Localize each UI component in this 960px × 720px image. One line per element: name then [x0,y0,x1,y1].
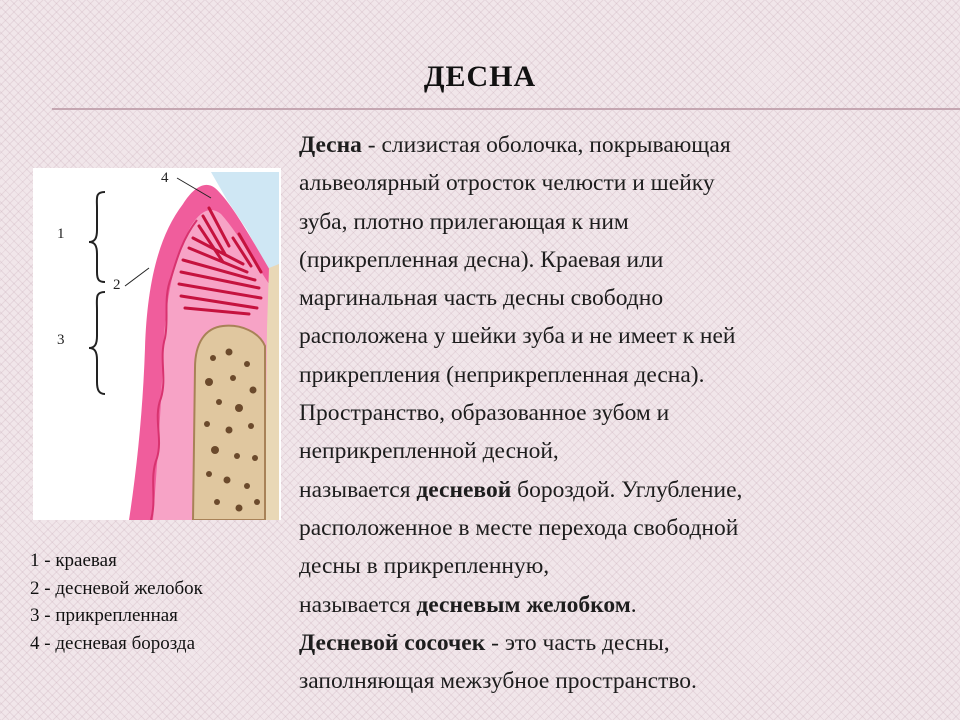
text-span: называется [299,591,417,618]
text-line: альвеолярный отросток челюсти и шейку [299,170,715,197]
figure-label-1: 1 [57,226,65,242]
pointer-line-2 [125,268,149,286]
text-line: (прикрепленная десна). Краевая или [299,246,664,273]
term-gingival-papilla: Десневой сосочек [299,629,486,656]
text-line: неприкрепленной десной, [299,438,559,465]
text-span: - это часть десны, [485,629,670,656]
title-divider [52,108,960,110]
term-gum: Десна [299,132,362,158]
text-line [299,126,939,164]
figure-legend [30,547,290,657]
text-line [299,471,939,509]
legend-item: 1 - краевая [30,550,117,571]
gum-cross-section-illustration [33,168,281,520]
text-span: . [630,591,637,618]
legend-item: 3 - прикрепленная [30,605,178,626]
text-line: маргинальная часть десны свободно [299,285,664,312]
brace-marginal [89,192,105,282]
gum-diagram [33,168,281,520]
figure-label-3: 3 [57,332,65,348]
text-line: расположенное в месте перехода свободной [299,514,739,541]
figure-label-4: 4 [161,170,169,186]
definition-text [299,126,939,700]
figure-label-2: 2 [113,277,121,293]
term-gingival-groove: десневым желобком [416,591,631,618]
text-span: бороздой. Углубление, [511,476,743,503]
text-line: расположена у шейки зуба и не имеет к ней [299,323,736,350]
text-line: Пространство, образованное зубом и [299,400,670,427]
legend-item: 4 - десневая борозда [30,632,196,654]
text-line [299,586,939,624]
text-line: заполняющая межзубное пространство. [299,668,697,695]
slide-title: ДЕСНА [423,60,537,93]
text-line: десны в прикрепленную, [299,553,550,580]
text-span: называется [299,476,417,503]
text-line: зуба, плотно прилегающая к ним [299,208,629,235]
text-span: - слизистая оболочка, покрывающая [361,132,731,158]
text-line [299,624,939,662]
term-gingival-sulcus: десневой [416,476,512,503]
text-line: прикрепления (неприкрепленная десна). [299,361,705,388]
legend-item: 2 - десневой желобок [30,577,203,599]
brace-attached [89,292,105,394]
